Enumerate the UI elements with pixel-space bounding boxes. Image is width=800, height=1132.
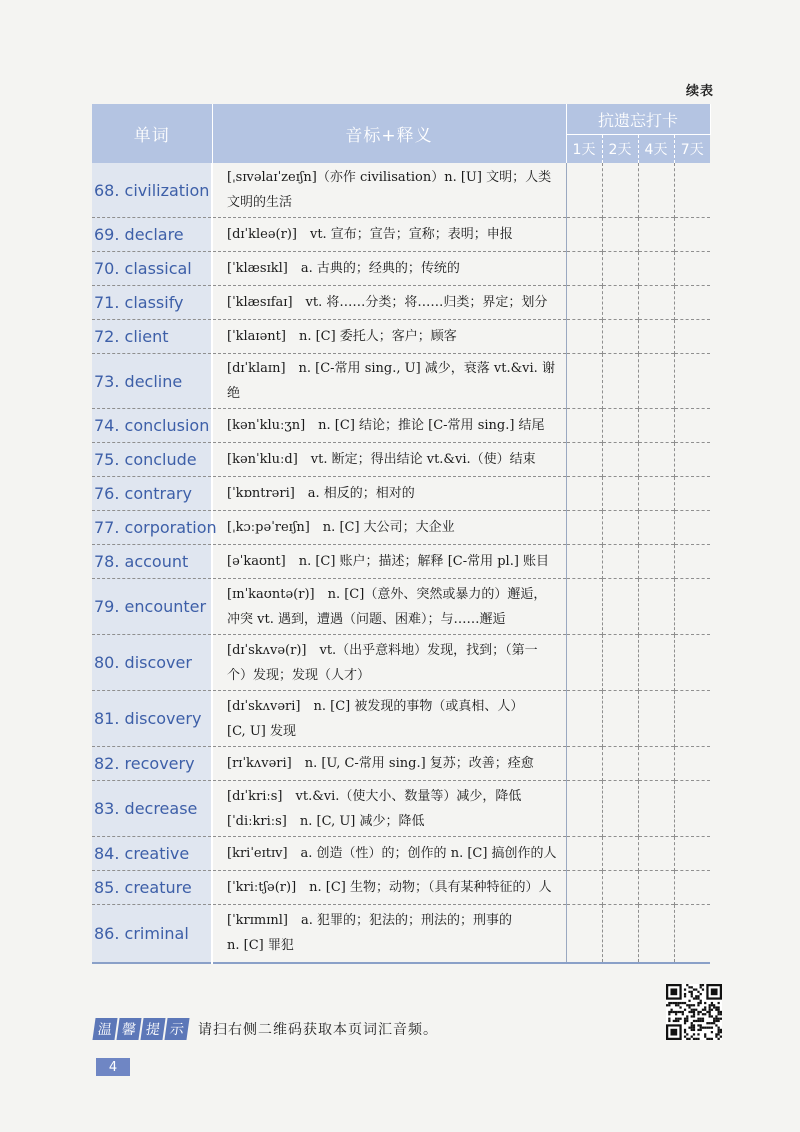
definition-line: [ˈklæsɪkl] a. 古典的；经典的；传统的 <box>227 261 460 276</box>
word-cell: 71. classify <box>92 286 212 320</box>
checkin-cell[interactable] <box>674 545 710 579</box>
definition-cell <box>212 511 566 545</box>
checkin-cell[interactable] <box>566 286 602 320</box>
checkin-cell[interactable] <box>638 252 674 286</box>
word-cell: 75. conclude <box>92 443 212 477</box>
table-row <box>92 545 710 579</box>
definition-cell <box>212 409 566 443</box>
checkin-cell[interactable] <box>638 905 674 963</box>
header-day-2: 2天 <box>602 135 638 164</box>
checkin-cell[interactable] <box>674 635 710 691</box>
definition-cell <box>212 747 566 781</box>
checkin-cell[interactable] <box>638 320 674 354</box>
checkin-cell[interactable] <box>674 511 710 545</box>
definition-line: 冲突 vt. 遇到，遭遇（问题、困难）；与……邂逅 <box>227 611 506 627</box>
tip-badge-char: 示 <box>164 1018 189 1040</box>
checkin-cell[interactable] <box>566 409 602 443</box>
checkin-cell[interactable] <box>674 409 710 443</box>
checkin-cell[interactable] <box>674 747 710 781</box>
word-cell: 79. encounter <box>92 579 212 635</box>
definition-line: [ˌkɔːpəˈreɪʃn] n. [C] 大公司；大企业 <box>227 520 455 535</box>
table-row <box>92 905 710 963</box>
checkin-cell[interactable] <box>602 286 638 320</box>
header-day-7: 7天 <box>674 135 710 164</box>
checkin-cell[interactable] <box>602 781 638 837</box>
checkin-cell[interactable] <box>566 511 602 545</box>
header-word: 单词 <box>92 104 212 163</box>
definition-line: [kriˈeɪtɪv] a. 创造（性）的；创作的 n. [C] 搞创作的人 <box>227 846 557 861</box>
checkin-cell[interactable] <box>566 579 602 635</box>
checkin-cell[interactable] <box>674 320 710 354</box>
definition-cell <box>212 354 566 409</box>
checkin-cell[interactable] <box>638 545 674 579</box>
checkin-cell[interactable] <box>602 409 638 443</box>
checkin-cell[interactable] <box>566 905 602 963</box>
definition-line: [dɪˈkleə(r)] vt. 宣布；宣告；宣称；表明；申报 <box>227 227 513 242</box>
checkin-cell[interactable] <box>566 477 602 511</box>
tip-badge <box>94 1018 190 1040</box>
table-row <box>92 218 710 252</box>
word-cell: 74. conclusion <box>92 409 212 443</box>
table-row <box>92 477 710 511</box>
word-cell: 76. contrary <box>92 477 212 511</box>
checkin-cell[interactable] <box>674 218 710 252</box>
definition-line: [ˈkriːtʃə(r)] n. [C] 生物；动物；（具有某种特征的）人 <box>227 880 552 895</box>
table-row <box>92 579 710 635</box>
definition-line: 文明的生活 <box>227 195 293 210</box>
definition-line: [C, U] 发现 <box>227 723 296 739</box>
definition-line: [ˈkrɪmɪnl] a. 犯罪的；犯法的；刑法的；刑事的 <box>227 913 512 929</box>
checkin-cell[interactable] <box>602 905 638 963</box>
checkin-cell[interactable] <box>602 747 638 781</box>
checkin-cell[interactable] <box>638 286 674 320</box>
definition-cell <box>212 837 566 871</box>
table-row <box>92 781 710 837</box>
word-cell: 84. creative <box>92 837 212 871</box>
definition-line: [dɪˈklaɪn] n. [C-常用 sing., U] 减少，衰落 vt.&vi. 谢绝 <box>227 361 555 401</box>
table-row <box>92 635 710 691</box>
checkin-cell[interactable] <box>674 163 710 218</box>
checkin-cell[interactable] <box>566 781 602 837</box>
definition-cell <box>212 871 566 905</box>
page-number: 4 <box>96 1058 130 1076</box>
definition-line: [kənˈkluːʒn] n. [C] 结论；推论 [C-常用 sing.] 结尾 <box>227 418 545 433</box>
checkin-cell[interactable] <box>602 871 638 905</box>
checkin-cell[interactable] <box>674 781 710 837</box>
definition-line: [ɪnˈkaʊntə(r)] n. [C]（意外、突然或暴力的）邂逅， <box>227 586 547 602</box>
checkin-cell[interactable] <box>566 163 602 218</box>
checkin-cell[interactable] <box>638 871 674 905</box>
definition-cell <box>212 443 566 477</box>
checkin-cell[interactable] <box>638 443 674 477</box>
table-row <box>92 409 710 443</box>
table-row <box>92 354 710 409</box>
table-row <box>92 286 710 320</box>
checkin-cell[interactable] <box>602 511 638 545</box>
definition-cell <box>212 163 566 218</box>
checkin-cell[interactable] <box>566 218 602 252</box>
table-row <box>92 163 710 218</box>
word-cell: 83. decrease <box>92 781 212 837</box>
definition-cell <box>212 320 566 354</box>
checkin-cell[interactable] <box>566 545 602 579</box>
checkin-cell[interactable] <box>602 691 638 747</box>
checkin-cell[interactable] <box>674 354 710 409</box>
table-row <box>92 252 710 286</box>
word-cell: 78. account <box>92 545 212 579</box>
definition-line: [ˈklæsɪfaɪ] vt. 将……分类；将……归类；界定；划分 <box>227 295 548 310</box>
checkin-cell[interactable] <box>602 218 638 252</box>
checkin-cell[interactable] <box>602 443 638 477</box>
checkin-cell[interactable] <box>674 443 710 477</box>
checkin-cell[interactable] <box>602 837 638 871</box>
checkin-cell[interactable] <box>674 871 710 905</box>
checkin-cell[interactable] <box>638 163 674 218</box>
footer-tip <box>94 1018 438 1040</box>
checkin-cell[interactable] <box>674 905 710 963</box>
checkin-cell[interactable] <box>602 320 638 354</box>
checkin-cell[interactable] <box>674 252 710 286</box>
checkin-cell[interactable] <box>674 579 710 635</box>
definition-line: [ˈklaɪənt] n. [C] 委托人；客户；顾客 <box>227 329 457 344</box>
header-day-4: 4天 <box>638 135 674 164</box>
checkin-cell[interactable] <box>602 252 638 286</box>
table-row <box>92 871 710 905</box>
checkin-cell[interactable] <box>566 354 602 409</box>
checkin-cell[interactable] <box>638 837 674 871</box>
checkin-cell[interactable] <box>566 635 602 691</box>
checkin-cell[interactable] <box>566 871 602 905</box>
word-cell: 86. criminal <box>92 905 212 963</box>
checkin-cell[interactable] <box>566 252 602 286</box>
definition-line: [dɪˈskʌvəri] n. [C] 被发现的事物（或真相、人） <box>227 698 524 714</box>
definition-line: [ˈdiːkriːs] n. [C, U] 减少；降低 <box>227 813 425 829</box>
table-row <box>92 320 710 354</box>
definition-line: [kənˈkluːd] vt. 断定；得出结论 vt.&vi.（使）结束 <box>227 452 536 467</box>
header-phonetic: 音标+释义 <box>212 104 566 163</box>
table-row <box>92 443 710 477</box>
word-cell: 70. classical <box>92 252 212 286</box>
definition-cell <box>212 579 566 635</box>
tip-badge-char: 馨 <box>116 1018 141 1040</box>
definition-line: [əˈkaʊnt] n. [C] 账户；描述；解释 [C-常用 pl.] 账目 <box>227 554 550 569</box>
checkin-cell[interactable] <box>602 635 638 691</box>
table-row <box>92 691 710 747</box>
definition-line: [dɪˈkriːs] vt.&vi.（使大小、数量等）减少，降低 <box>227 788 522 804</box>
word-cell: 81. discovery <box>92 691 212 747</box>
table-row <box>92 837 710 871</box>
definition-line: [rɪˈkʌvəri] n. [U, C-常用 sing.] 复苏；改善；痊愈 <box>227 756 534 771</box>
checkin-cell[interactable] <box>638 579 674 635</box>
continued-label: 续表 <box>685 84 714 99</box>
definition-cell <box>212 286 566 320</box>
checkin-cell[interactable] <box>638 781 674 837</box>
checkin-cell[interactable] <box>638 354 674 409</box>
definition-cell <box>212 905 566 963</box>
word-cell: 68. civilization <box>92 163 212 218</box>
definition-line: [ˈkɒntrəri] a. 相反的；相对的 <box>227 486 415 501</box>
definition-line: 个）发现；发现（人才） <box>227 667 371 683</box>
checkin-cell[interactable] <box>602 163 638 218</box>
word-cell: 73. decline <box>92 354 212 409</box>
checkin-cell[interactable] <box>638 218 674 252</box>
checkin-cell[interactable] <box>638 747 674 781</box>
definition-cell <box>212 252 566 286</box>
word-cell: 82. recovery <box>92 747 212 781</box>
definition-cell <box>212 545 566 579</box>
definition-cell <box>212 691 566 747</box>
checkin-cell[interactable] <box>602 477 638 511</box>
checkin-cell[interactable] <box>638 635 674 691</box>
word-cell: 80. discover <box>92 635 212 691</box>
tip-badge-char: 温 <box>92 1018 117 1040</box>
definition-line: [dɪˈskʌvə(r)] vt.（出乎意料地）发现，找到；（第一 <box>227 642 538 658</box>
tip-text: 请扫右侧二维码获取本页词汇音频。 <box>198 1022 438 1038</box>
checkin-cell[interactable] <box>674 837 710 871</box>
checkin-cell[interactable] <box>566 837 602 871</box>
checkin-cell[interactable] <box>566 747 602 781</box>
table-row <box>92 511 710 545</box>
vocab-table <box>92 104 711 964</box>
header-review: 抗遗忘打卡 <box>566 104 710 135</box>
tip-badge-char: 提 <box>140 1018 165 1040</box>
checkin-cell[interactable] <box>674 286 710 320</box>
table-row <box>92 747 710 781</box>
definition-line: n. [C] 罪犯 <box>227 938 294 954</box>
checkin-cell[interactable] <box>638 511 674 545</box>
header-day-1: 1天 <box>566 135 602 164</box>
definition-cell <box>212 218 566 252</box>
word-cell: 72. client <box>92 320 212 354</box>
checkin-cell[interactable] <box>638 409 674 443</box>
qr-code-icon[interactable] <box>666 984 722 1040</box>
checkin-cell[interactable] <box>602 579 638 635</box>
definition-cell <box>212 635 566 691</box>
word-cell: 69. declare <box>92 218 212 252</box>
checkin-cell[interactable] <box>638 477 674 511</box>
checkin-cell[interactable] <box>638 691 674 747</box>
definition-cell <box>212 781 566 837</box>
checkin-cell[interactable] <box>602 545 638 579</box>
checkin-cell[interactable] <box>674 477 710 511</box>
checkin-cell[interactable] <box>602 354 638 409</box>
definition-cell <box>212 477 566 511</box>
checkin-cell[interactable] <box>674 691 710 747</box>
definition-line: [ˌsɪvəlaɪˈzeɪʃn]（亦作 civilisation）n. [U] 文明；人类 <box>227 170 552 185</box>
checkin-cell[interactable] <box>566 320 602 354</box>
word-cell: 77. corporation <box>92 511 212 545</box>
checkin-cell[interactable] <box>566 443 602 477</box>
checkin-cell[interactable] <box>566 691 602 747</box>
word-cell: 85. creature <box>92 871 212 905</box>
